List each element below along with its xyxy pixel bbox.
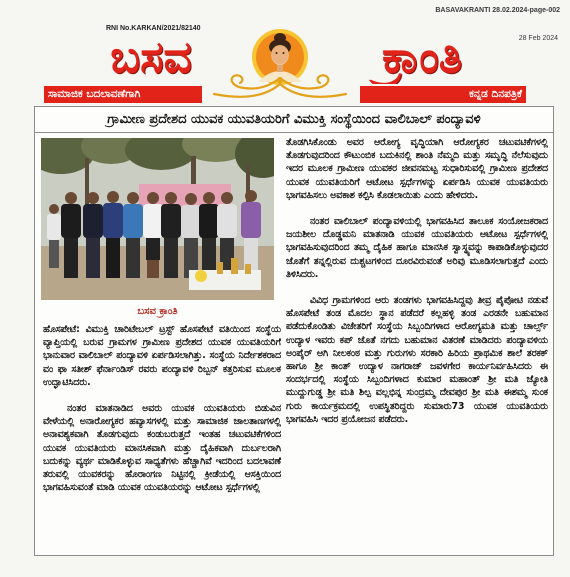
tagline-band-left [44, 86, 202, 103]
article-paragraph: ವಿವಿಧ ಗ್ರಾಮಗಳಿಂದ ಆರು ತಂಡಗಳು ಭಾಗವಹಿಸಿದ್ದವು ತೀವ್ರ ಪೈಪೋಟಿ ನಡುವೆ ಹೊಸಪೇಟೆ ತಂಡ ಮೊದಲ ಸ್ಥಾನ ಪಡೆದರೆ ಕಲ್ಲಹಳ್ಳಿ ತಂಡ ಎರಡನೇ ಬಹುಮಾನ ಪಡೆದುಕೊಂಡಿತು ವಿಜೇತರಿಗೆ ಸಂಸ್ಥೆಯ ಸಿಬ್ಬಂದಿಗಳಾದ ಆರೋಗ್ಯಮತಿ ಮತ್ತು ಚಾರ್ಲ್ಸ್ ಉದ್ಯಾಳ ಇವರು ಕಪ್ ಜೊತೆ ನಗದು ಬಹುಮಾನ ವಿತರಣೆ ಮಾಡಿದರು ಪಂದ್ಯಾವಳಿಯ ಅಂಪೈರ್ ಆಗಿ ನೀಲಕಂಠ ಮತ್ತು ಗುರುಗಳು ಸರಕಾರಿ ಹಿರಿಯ ಪ್ರಾಥಮಿಕ ಶಾಲೆ ತರಕಕ್ ಹಾಗೂ ಶ್ರೀ ಕಾಂತ್ ಉದ್ಯಾಳ ನಾಗರಾಜ್ ಜವಳಗೇರ ಕಾರ್ಯನಿರ್ವಹಿಸಿದರು ಈ ಸಂದರ್ಭದಲ್ಲಿ ಸಂಸ್ಥೆಯ ಸಿಬ್ಬಂದಿಗಳಾದ ಕುಮಾರ ಮಹಾಂತ್ ಶ್ರೀ ಮತಿ ಜ್ಯೋತಿ ಮುದ್ದುಗುಡ್ಡ ಶ್ರೀ ಮತಿ ಶಿಲ್ಪ ವಲ್ಲಭಿನ್ನ ಸುಂದ್ರಮ್ಮ ದೇವಪುರ ಶ್ರೀ ಮತಿ ಈಶಮ್ಮ ಸುಂಕ ಗುರು ಕಾರ್ಯಕ್ರಮದಲ್ಲಿ ಉಪಸ್ಥಿತರಿದ್ದರು ಸುಮಾರು73 ಯುವಕ ಯುವತಿಯರು ಭಾಗವಹಿಸಿ ಇದರ ಪ್ರಯೋಜನ ಪಡೆದರು. [286, 295, 548, 425]
article-photo [41, 138, 274, 300]
photo-person [123, 192, 143, 278]
photo-person [83, 192, 103, 278]
article-column-left [43, 323, 281, 551]
tagline-left: ಸಾಮಾಜಿಕ ಬದಲಾವಣೆಗಾಗಿ [48, 88, 141, 100]
gold-scroll-ornament-icon [200, 72, 360, 104]
news-article [34, 106, 554, 556]
photo-credit: ಬಸವ ಕ್ರಾಂತಿ [137, 306, 178, 317]
article-paragraph: ನಂತರ ಮಾತನಾಡಿದ ಅವರು ಯುವಕ ಯುವತಿಯರು ಬಿಡುವಿನ ವೇಳೆಯಲ್ಲಿ ಅನಾರೋಗ್ಯಕರ ಹವ್ಯಾಸಗಳಲ್ಲಿ ಮತ್ತು ಸಾಮಾಜಿಕ ಜಾಲತಾಣಗಳಲ್ಲಿ ಅನಾವಶ್ಯಕವಾಗಿ ತೊಡಗುವುದು ಕಂಡುಬರುತ್ತದೆ ಇಂತಹ ಚಟುವಟಿಕೆಗಳಿಂದ ಯುವಕ ಯುವತಿಯರು ಮಾನಸಿಕವಾಗಿ ಮತ್ತು ದೈಹಿಕವಾಗಿ ದುರ್ಬಲರಾಗಿ ಬದುಕನ್ನು ವ್ಯರ್ಥ ಮಾಡಿಕೊಳ್ಳುವ ಸಾಧ್ಯತೆಗಳು ಹೆಚ್ಚಾಗಿವೆ ಇದರಿಂದ ಬದಲಾವಣೆ ತರುವಲ್ಲಿ ಯುವಕರನ್ನು ಹೊರಾಂಗಣ ನಿಟ್ಟಿನಲ್ಲಿ ಕ್ರೀಡೆಯಲ್ಲಿ ಆಸಕ್ತಿಯಿಂದ ಭಾಗವಹಿಸುವಂತೆ ಮಾಡಿ ಯುವಕ ಯುವತಿಯರನ್ನು ಆಟೋಟ ಸ್ಪರ್ಧೆಗಳಲ್ಲಿ [43, 403, 281, 494]
page-reference: BASAVAKRANTI 28.02.2024-page-002 [435, 7, 560, 14]
photo-person [199, 192, 219, 278]
masthead-title-right: ಕ್ರಾಂತಿ [381, 32, 463, 83]
photo-person [161, 192, 181, 278]
photo-person [61, 192, 81, 278]
masthead-title-left: ಬಸವ [110, 32, 192, 83]
article-paragraph: ನಂತರ ವಾಲಿಬಾಲ್ ಪಂದ್ಯಾವಳಿಯಲ್ಲಿ ಭಾಗವಹಿಸಿದ ತಾಲೂಕ ಸಂಯೋಜಕರಾದ ಜಯಶೀಲ ದೊಡ್ಡಮನಿ ಮಾತನಾಡಿ ಯುವಕ ಯುವತಿಯರು ಆಟೋಟ ಸ್ಪರ್ಧೆಗಳಲ್ಲಿ ಭಾಗವಹಿಸುವುದರಿಂದ ತಮ್ಮ ದೈಹಿಕ ಹಾಗೂ ಮಾನಸಿಕ ಸ್ವಾಸ್ಥ್ಯವನ್ನು ಕಾಪಾಡಿಕೊಳ್ಳುವುದರ ಜೊತೆಗೆ ತನ್ನಲ್ಲಿರುವ ದುಶ್ಚಟಗಳಿಂದ ದೂರವಿರುವಂತೆ ಅರಿವು ಮೂಡಿಸಲಾಗುತ್ತದೆ ಎಂದು ತಿಳಿಸಿದರು. [286, 216, 548, 280]
issue-date: 28 Feb 2024 [518, 35, 558, 42]
article-column-right [286, 136, 548, 551]
photo-person [181, 193, 201, 278]
article-headline: ಗ್ರಾಮೀಣ ಪ್ರದೇಶದ ಯುವಕ ಯುವತಿಯರಿಗೆ ವಿಮುಕ್ತಿ ಸಂಸ್ಥೆಯಿಂದ ವಾಲಿಬಾಲ್ ಪಂದ್ಯಾವಳಿ [35, 107, 553, 133]
article-paragraph: ತೊಡಗಿಸಿಕೊಂಡು ಅವರ ಆರೋಗ್ಯ ವೃದ್ಧಿಯಾಗಿ ಆರೋಗ್ಯಕರ ಚಟುವಟಿಕೆಗಳಲ್ಲಿ ತೊಡಗುವುದರಿಂದ ಕೌಟುಂಬಿಕ ಬದುಕಿನಲ್ಲಿ ಶಾಂತಿ ನೆಮ್ಮದಿ ಮತ್ತು ಸಮೃದ್ಧಿ ನೆಲೆಸುವುದು ಇದರ ಮೂಲಕ ಗ್ರಾಮೀಣ ಯುವಕರ ಜೀವನಮಟ್ಟ ಸುಧಾರಿಸುವಲ್ಲಿ ಗ್ರಾಮೀಣ ಪ್ರದೇಶದ ಯುವಕ ಯುವತಿಯರಿಗೆ ಆಟೋಟ ಸ್ಪರ್ಧೆಗಳನ್ನು ಏರ್ಪಡಿಸಿ ಯುವಕ ಯುವತಿಯರು ಭಾಗವಹಿಸಲು ಅವಕಾಶ ಕಲ್ಪಿಸಿ ಕೊಡಲಾಯಿತು ಎಂದು ಹೇಳಿದರು. [286, 137, 548, 201]
rni-number: RNI No.KARKAN/2021/82140 [106, 25, 201, 32]
tagline-band-right [360, 86, 526, 103]
dateline: ಹೊಸಪೇಟೆ: [43, 324, 80, 335]
photo-person [103, 191, 123, 278]
article-paragraph [43, 323, 281, 389]
paragraph-text: ವಿಮುಕ್ತಿ ಚಾರಿಟೇಬಲ್ ಟ್ರಸ್ಟ್ ಹೊಸಪೇಟೆ ವತಿಯಿಂದ ಸಂಸ್ಥೆಯ ವ್ಯಾಪ್ತಿಯಲ್ಲಿ ಬರುವ ಗ್ರಾಮಗಳ ಗ್ರಾಮೀಣ ಪ್ರದೇಶದ ಯುವಕ ಯುವತಿಯರಿಗೆ ಭಾನುವಾರ ವಾಲಿಬಾಲ್ ಪಂದ್ಯಾವಳಿ ಏರ್ಪಡಿಸಲಾಗಿತ್ತು. ಸಂಸ್ಥೆಯ ನಿರ್ದೇಶಕರಾದ ವಂ ಫಾ ಸತೀಶ್ ಫೆರ್ನಾಂಡಿಸ್ ರವರು ಪಂದ್ಯಾವಳಿ ರಿಬ್ಬನ್ ಕತ್ತರಿಸುವ ಮೂಲಕ ಉದ್ಘಾಟಿಸಿದರು. [43, 324, 281, 388]
tagline-right: ಕನ್ನಡ ದಿನಪತ್ರಿಕೆ [469, 88, 522, 100]
